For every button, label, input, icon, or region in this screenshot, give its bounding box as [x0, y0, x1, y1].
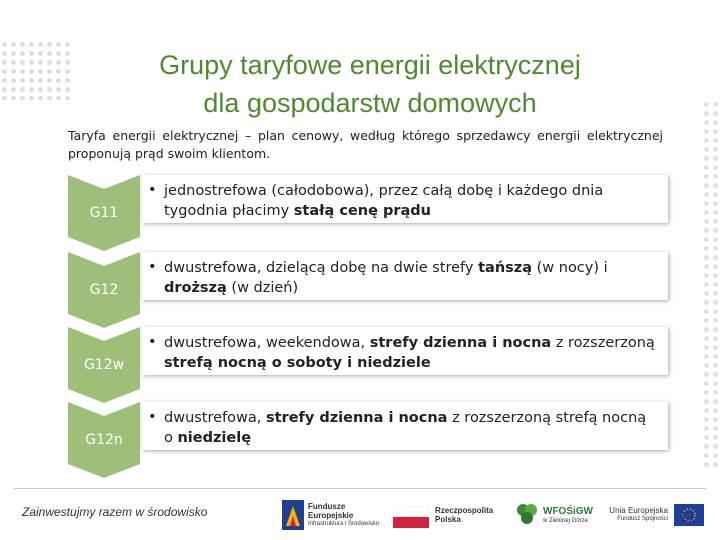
- tariff-row-g11: [68, 175, 668, 251]
- footer-slogan: Zainwestujmy razem w środowisko: [22, 505, 208, 519]
- desc-text: jednostrefowa (całodobowa), przez całą dobę i każdego dnia tygodnia płacimy: [164, 183, 604, 219]
- logo-text: Polska: [435, 515, 461, 524]
- fundusze-europejskie-logo: [282, 498, 382, 532]
- desc-bold: stałą cenę prądu: [293, 203, 432, 219]
- desc-text: (w nocy) i: [532, 260, 608, 276]
- bullet: •: [148, 334, 157, 350]
- tariff-description: [142, 252, 668, 300]
- tariff-code: G12: [89, 282, 119, 298]
- bullet: •: [148, 259, 157, 275]
- title-line-1: Grupy taryfowe energii elektrycznej: [159, 50, 581, 80]
- bullet: •: [148, 409, 157, 425]
- logo-text: WFOŚiGW: [543, 506, 593, 517]
- tariff-row-g12n: [68, 402, 668, 478]
- logo-text: Europejskie: [308, 511, 354, 520]
- decorative-dots-right: [702, 100, 720, 470]
- tariff-row-g12w: [68, 327, 668, 403]
- tariff-description: [142, 175, 668, 223]
- desc-text: z rozszerzoną: [551, 335, 655, 351]
- polish-flag-icon: [393, 506, 429, 528]
- logo-text: w Zielonej Górze: [543, 518, 589, 524]
- footer-divider: [14, 488, 706, 489]
- desc-bold: strefy dzienna i nocna: [266, 410, 448, 426]
- tariff-code: G12w: [83, 357, 125, 373]
- intro-paragraph: Taryfa energii elektrycznej – plan cenowy, według którego sprzedawcy energii elektrycznej proponują prąd swoim klientom.: [68, 128, 663, 161]
- decorative-dots: [0, 40, 70, 100]
- logo-text: Unia Europejska: [609, 506, 668, 515]
- desc-bold: niedzielę: [177, 430, 252, 446]
- tariff-code: G12n: [85, 432, 123, 448]
- fe-star-icon: [282, 500, 304, 530]
- desc-text: (w dzień): [226, 280, 299, 296]
- tariff-description: [142, 327, 668, 375]
- desc-bold: strefą nocną o soboty i niedziele: [164, 355, 431, 371]
- leaf-icon: [515, 502, 539, 526]
- bullet: •: [148, 182, 157, 198]
- desc-text: dwustrefowa, dzielącą dobę na dwie strefy: [164, 260, 479, 276]
- page-number: 17: [680, 510, 696, 524]
- desc-bold: droższą: [164, 280, 227, 296]
- logo-text: Infrastruktura i Środowisko: [308, 521, 380, 527]
- logo-text: Fundusze: [308, 502, 346, 511]
- title-line-2: dla gospodarstw domowych: [203, 88, 537, 118]
- logo-text: Fundusz Spójności: [617, 516, 668, 522]
- tariff-row-g12: [68, 252, 668, 328]
- tariff-code: G11: [89, 205, 119, 221]
- rzeczpospolita-polska-logo: [393, 498, 503, 532]
- desc-text: z rozszerzoną strefą nocną o: [164, 410, 647, 446]
- tariff-description: [142, 402, 668, 450]
- logo-text: Rzeczpospolita: [435, 506, 494, 515]
- desc-bold: tańszą: [478, 260, 533, 276]
- desc-text: dwustrefowa,: [164, 410, 266, 426]
- wfosigw-logo: [515, 498, 605, 532]
- desc-text: dwustrefowa, weekendowa,: [164, 335, 370, 351]
- desc-bold: strefy dzienna i nocna: [369, 335, 552, 351]
- slide-title: [100, 46, 640, 122]
